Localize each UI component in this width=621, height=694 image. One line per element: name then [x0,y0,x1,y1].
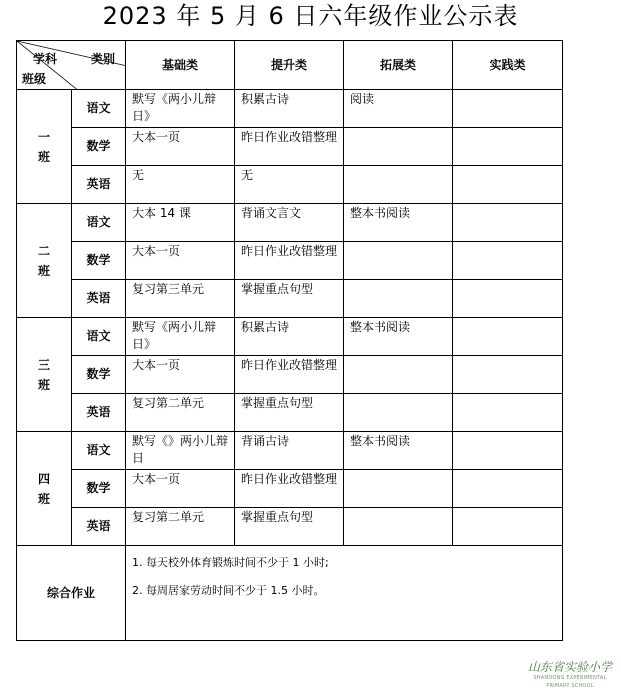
general-item: 1. 每天校外体育锻炼时间不少于 1 小时; [132,556,329,569]
homework-cell: 掌握重点句型 [235,508,344,546]
subject-cell: 英语 [72,280,126,318]
homework-cell: 整本书阅读 [344,432,453,470]
homework-cell: 积累古诗 [235,90,344,128]
class-name-bottom: 班 [37,377,50,392]
column-header: 提升类 [235,41,344,90]
table-row [17,280,563,318]
homework-cell [453,318,563,356]
homework-cell: 掌握重点句型 [235,280,344,318]
homework-cell [344,394,453,432]
homework-cell [344,356,453,394]
table-row [17,470,563,508]
homework-cell: 大本一页 [126,128,235,166]
homework-cell: 无 [235,166,344,204]
homework-cell: 大本一页 [126,242,235,280]
homework-cell [453,128,563,166]
homework-cell: 复习第二单元 [126,394,235,432]
class-name-cell [17,90,72,204]
homework-table [16,40,563,641]
table-row [17,90,563,128]
class-name-bottom: 班 [37,491,50,506]
class-name-cell [17,204,72,318]
homework-cell [453,90,563,128]
homework-cell [344,470,453,508]
subject-cell: 语文 [72,432,126,470]
homework-cell: 昨日作业改错整理 [235,470,344,508]
table-row [17,128,563,166]
header-row [17,41,563,90]
class-name-cell [17,318,72,432]
homework-cell [453,204,563,242]
homework-cell [344,128,453,166]
subject-cell: 数学 [72,470,126,508]
subject-cell: 英语 [72,394,126,432]
class-name-cell [17,432,72,546]
table-row [17,394,563,432]
subject-cell: 语文 [72,90,126,128]
homework-cell: 默写《》两小儿辩日 [126,432,235,470]
subject-cell: 语文 [72,204,126,242]
school-logo-name: 山东省实验小学 [527,660,612,674]
corner-class-label: 班级 [22,72,47,86]
table-row [17,508,563,546]
homework-cell [453,166,563,204]
table-row [17,242,563,280]
homework-cell [453,242,563,280]
table-row [17,318,563,356]
homework-cell: 昨日作业改错整理 [235,242,344,280]
homework-cell: 昨日作业改错整理 [235,128,344,166]
school-logo-english: SHANDONG EXPERIMENTAL PRIMARY SCHOOL [533,675,607,689]
general-item: 2. 每周居家劳动时间不少于 1.5 小时。 [132,584,325,597]
subject-cell: 数学 [72,128,126,166]
homework-cell [453,470,563,508]
homework-cell: 整本书阅读 [344,204,453,242]
homework-cell: 复习第二单元 [126,508,235,546]
homework-cell: 大本一页 [126,470,235,508]
table-row [17,204,563,242]
homework-cell: 背诵文言文 [235,204,344,242]
homework-cell [453,356,563,394]
class-name-bottom: 班 [37,263,50,278]
homework-cell: 昨日作业改错整理 [235,356,344,394]
homework-cell [344,166,453,204]
column-header: 拓展类 [344,41,453,90]
corner-subject-label: 学科 [33,52,58,66]
homework-cell [453,432,563,470]
homework-cell: 复习第三单元 [126,280,235,318]
table-row [17,166,563,204]
homework-cell: 背诵古诗 [235,432,344,470]
homework-cell [453,280,563,318]
general-homework-row [17,546,563,641]
homework-cell [344,508,453,546]
column-header: 实践类 [453,41,563,90]
class-name-top: 二 [37,243,50,258]
homework-cell: 无 [126,166,235,204]
page-title: 2023 年 5 月 6 日六年级作业公示表 [102,2,519,30]
corner-category-label: 类别 [90,52,115,66]
class-name-top: 三 [37,357,50,372]
homework-cell: 大本 14 课 [126,204,235,242]
class-name-top: 一 [37,129,50,144]
homework-cell: 积累古诗 [235,318,344,356]
homework-cell: 默写《两小儿辩日》 [126,318,235,356]
column-header: 基础类 [126,41,235,90]
homework-cell [453,508,563,546]
homework-cell [344,280,453,318]
corner-header [17,41,126,90]
subject-cell: 英语 [72,166,126,204]
homework-cell [453,394,563,432]
homework-cell: 大本一页 [126,356,235,394]
subject-cell: 数学 [72,242,126,280]
homework-cell: 默写《两小儿辩日》 [126,90,235,128]
class-name-top: 四 [37,471,50,486]
homework-cell [344,242,453,280]
homework-cell: 掌握重点句型 [235,394,344,432]
homework-cell: 整本书阅读 [344,318,453,356]
table-row [17,432,563,470]
school-logo [525,660,615,688]
homework-cell: 阅读 [344,90,453,128]
general-homework-label: 综合作业 [17,546,126,641]
general-homework-notes [126,546,563,641]
table-row [17,356,563,394]
subject-cell: 英语 [72,508,126,546]
class-name-bottom: 班 [37,149,50,164]
subject-cell: 语文 [72,318,126,356]
subject-cell: 数学 [72,356,126,394]
